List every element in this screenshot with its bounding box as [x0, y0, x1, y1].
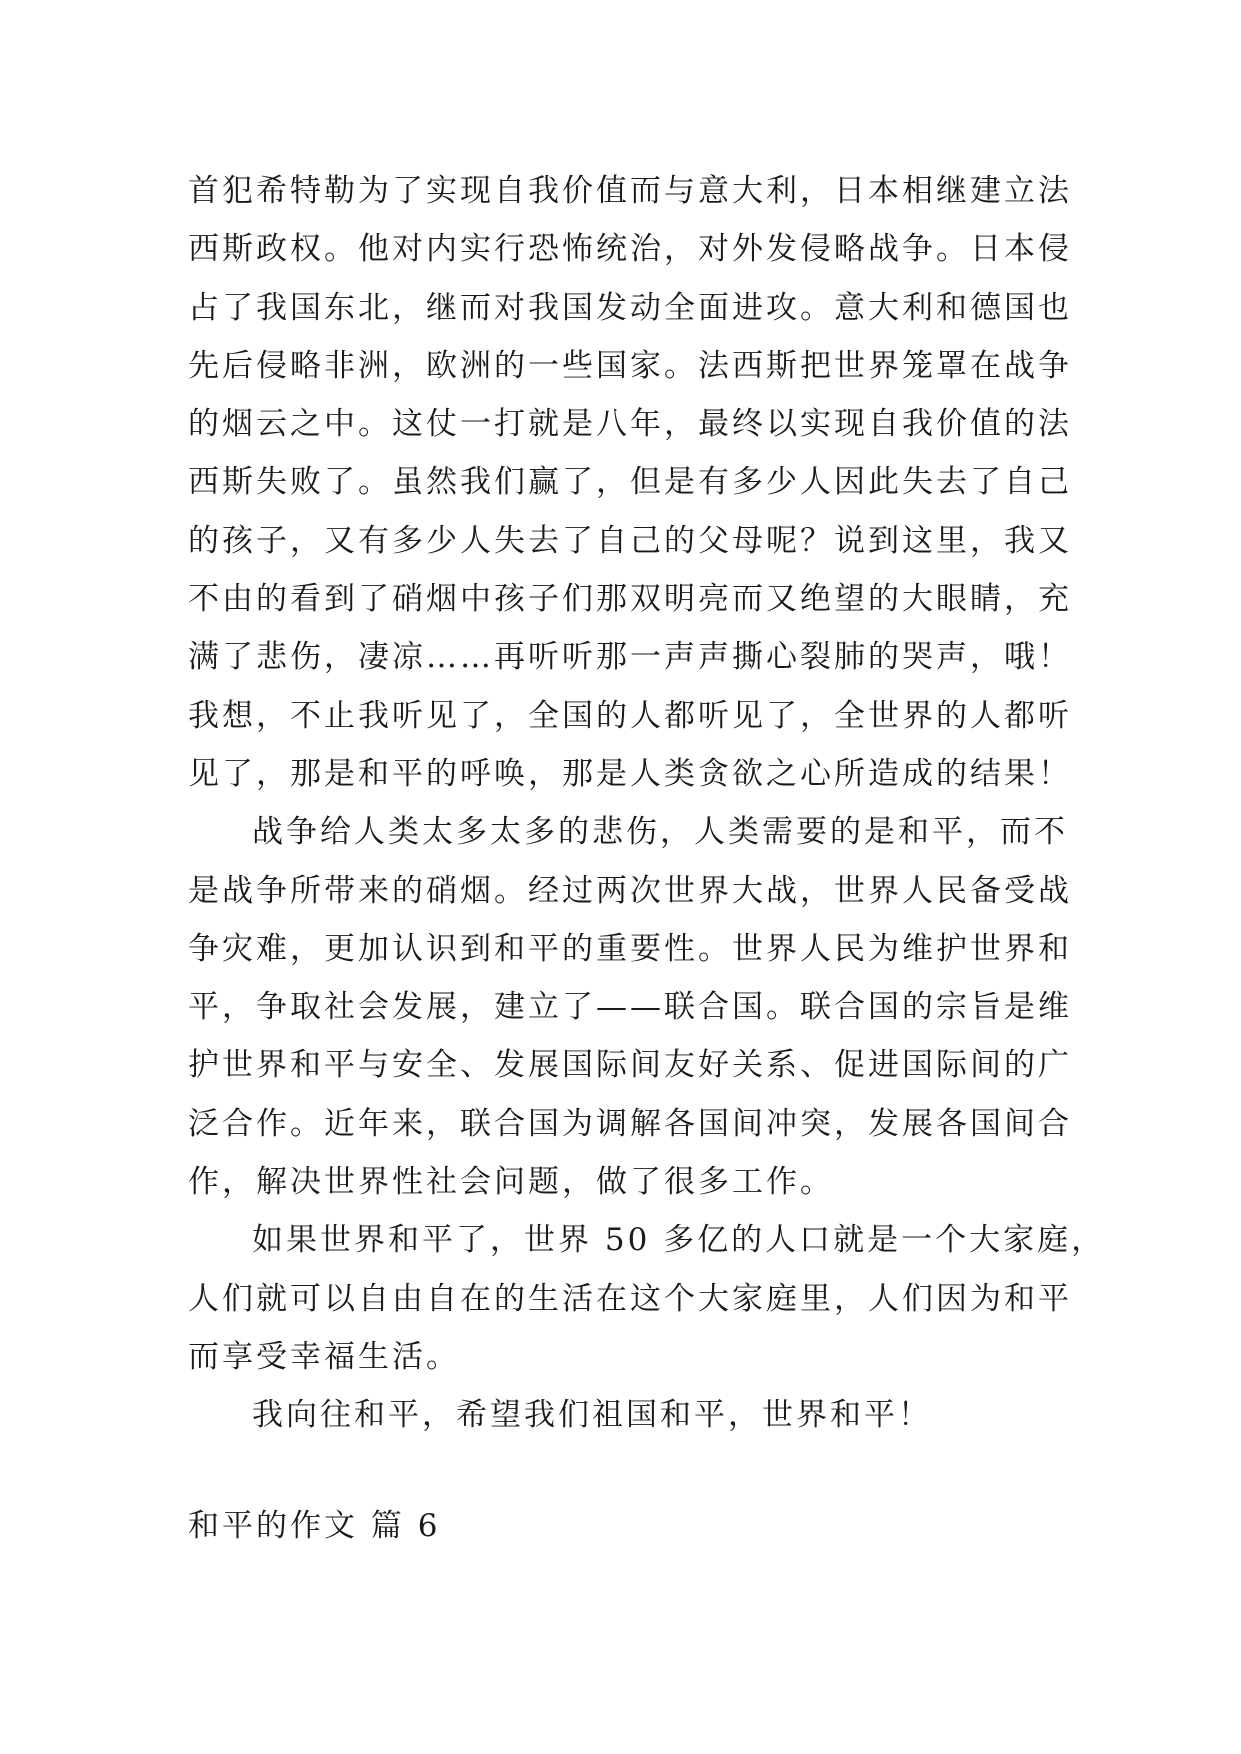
text-line: 西斯政权。他对内实行恐怖统治，对外发侵略战争。日本侵	[188, 231, 1072, 268]
text-line: 我想，不止我听见了，全国的人都听见了，全世界的人都听	[188, 697, 1072, 734]
text-line: 作，解决世界性社会问题，做了很多工作。	[188, 1164, 834, 1201]
text-line: 的孩子，又有多少人失去了自己的父母呢？说到这里，我又	[188, 522, 1072, 559]
text-line: 不由的看到了硝烟中孩子们那双明亮而又绝望的大眼睛，充	[188, 581, 1072, 618]
text-line: 平，争取社会发展，建立了——联合国。联合国的宗旨是维	[188, 989, 1072, 1026]
text-line: 先后侵略非洲，欧洲的一些国家。法西斯把世界笼罩在战争	[188, 347, 1072, 384]
paragraph-4	[188, 1386, 1058, 1444]
text-line: 占了我国东北，继而对我国发动全面进攻。意大利和德国也	[188, 289, 1072, 326]
section-heading: 和平的作文 篇 6	[188, 1507, 441, 1544]
paragraph-3	[188, 1211, 1106, 1386]
document-body	[188, 162, 1106, 1555]
text-line: 西斯失败了。虽然我们赢了，但是有多少人因此失去了自己	[188, 464, 1072, 501]
text-line: 是战争所带来的硝烟。经过两次世界大战，世界人民备受战	[188, 872, 1072, 909]
text-line: 的烟云之中。这仗一打就是八年，最终以实现自我价值的法	[188, 406, 1072, 443]
text-line: 如果世界和平了，世界 50 多亿的人口就是一个大家庭，	[252, 1222, 1106, 1259]
text-line: 我向往和平，希望我们祖国和平，世界和平！	[252, 1397, 932, 1434]
text-line: 争灾难，更加认识到和平的重要性。世界人民为维护世界和	[188, 930, 1072, 967]
paragraph-2	[188, 803, 1072, 1211]
text-line: 而享受幸福生活。	[188, 1338, 460, 1375]
text-line: 泛合作。近年来，联合国为调解各国间冲突，发展各国间合	[188, 1105, 1072, 1142]
text-line: 首犯希特勒为了实现自我价值而与意大利，日本相继建立法	[188, 173, 1072, 209]
text-line: 见了，那是和平的呼唤，那是人类贪欲之心所造成的结果！	[188, 755, 1072, 792]
text-line: 护世界和平与安全、发展国际间友好关系、促进国际间的广	[188, 1047, 1072, 1084]
section-spacer	[188, 1445, 1058, 1497]
text-line: 战争给人类太多太多的悲伤，人类需要的是和平，而不	[252, 814, 1068, 851]
text-line: 满了悲伤，凄凉……再听听那一声声撕心裂肺的哭声，哦！	[188, 639, 1072, 676]
text-line: 人们就可以自由自在的生活在这个大家庭里，人们因为和平	[188, 1280, 1072, 1317]
paragraph-1	[188, 162, 1072, 803]
